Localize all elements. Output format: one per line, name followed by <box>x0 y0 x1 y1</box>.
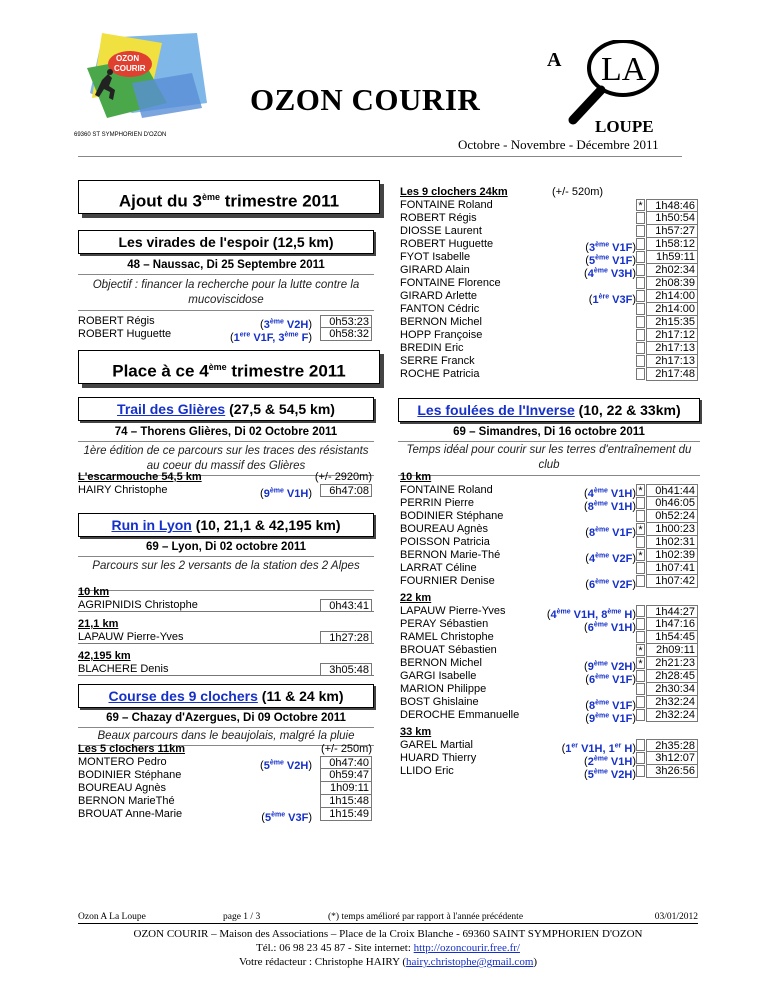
site-link[interactable]: http://ozoncourir.free.fr/ <box>413 942 520 954</box>
result-row <box>400 631 700 644</box>
improved-marker <box>636 562 645 574</box>
footer-date: 03/01/2012 <box>654 912 698 922</box>
improved-marker: * <box>636 657 645 669</box>
runner-name: FONTAINE Roland <box>400 199 493 211</box>
runner-name: ROBERT Régis <box>78 315 155 327</box>
runner-name: BODINIER Stéphane <box>400 510 504 522</box>
runner-time: 2h09:11 <box>646 644 698 657</box>
improved-marker <box>636 303 645 315</box>
runner-name: GIRARD Arlette <box>400 290 478 302</box>
runner-rank: (1ere V1F, 3ème F) <box>229 331 312 344</box>
runner-name: GARGI Isabelle <box>400 670 477 682</box>
section-added-title: Ajout du 3ème trimestre 2011 <box>78 180 380 214</box>
runner-time: 1h57:27 <box>646 225 698 238</box>
result-row <box>400 329 700 342</box>
runner-rank: (9ème V2H) <box>584 660 636 673</box>
result-row <box>400 342 700 355</box>
runner-time: 2h14:00 <box>646 290 698 303</box>
runner-time: 1h44:27 <box>646 605 698 618</box>
runner-time: 1h59:11 <box>646 251 698 264</box>
runner-name: PERRIN Pierre <box>400 497 474 509</box>
runner-time: 2h17:13 <box>646 355 698 368</box>
footer-address: OZON COURIR – Maison des Associations – Place de la Croix Blanche - 69360 SAINT SYMPHORIEN D'OZON <box>133 928 643 940</box>
runner-rank: (8ème V1F) <box>585 699 636 712</box>
logo-courir-text: COURIR <box>114 64 146 73</box>
runner-time: 0h43:41 <box>320 599 372 612</box>
improved-marker <box>636 510 645 522</box>
clochers-11km-category: Les 5 clochers 11km <box>78 743 186 755</box>
ozon-courir-logo <box>72 28 212 143</box>
result-row <box>400 696 700 712</box>
improved-marker: * <box>636 199 645 211</box>
runner-name: SERRE Franck <box>400 355 475 367</box>
runner-time: 1h48:46 <box>646 199 698 212</box>
category-label: 21,1 km <box>78 618 119 630</box>
result-row <box>400 752 700 768</box>
runner-name: MONTERO Pedro <box>78 756 167 768</box>
runner-time: 0h53:23 <box>320 315 372 328</box>
runner-name: ROBERT Huguette <box>78 328 172 340</box>
result-row <box>400 536 700 549</box>
loupe-loupe-text: LOUPE <box>595 117 654 136</box>
inverse-note: Temps idéal pour courir sur les terres d'entraînement du club <box>406 444 692 471</box>
runner-time: 2h28:45 <box>646 670 698 683</box>
runner-time: 1h15:49 <box>320 808 372 821</box>
category-label: 10 km <box>400 471 432 483</box>
clochers-11km-elevation: (+/- 250m) <box>320 743 372 755</box>
runner-time: 0h47:40 <box>320 756 372 769</box>
runner-time: 1h02:39 <box>646 549 698 562</box>
clochers-24km-elevation: (+/- 520m) <box>552 186 604 198</box>
loupe-a-text: A <box>547 49 562 71</box>
runner-rank: (9ème V1H) <box>260 487 312 500</box>
clochers-title: Course des 9 clochers (11 & 24 km) <box>78 684 374 708</box>
runner-name: HAIRY Christophe <box>78 484 168 496</box>
runner-name: LAPAUW Pierre-Yves <box>78 631 184 643</box>
improved-marker <box>636 670 645 682</box>
runner-name: BREDIN Eric <box>400 342 464 354</box>
inverse-subtitle: 69 – Simandres, Di 16 octobre 2011 <box>453 426 645 438</box>
runner-time: 0h59:47 <box>320 769 372 782</box>
virades-results <box>78 315 374 344</box>
result-row <box>78 599 374 612</box>
result-row <box>400 618 700 634</box>
runner-name: BERNON MarieThé <box>78 795 175 807</box>
runner-time: 1h54:45 <box>646 631 698 644</box>
virades-note: Objectif : financer la recherche pour la lutte contre la mucoviscidose <box>92 279 360 306</box>
footer-left: Ozon A La Loupe <box>78 912 146 922</box>
runner-time: 1h07:42 <box>646 575 698 588</box>
runner-time: 1h00:23 <box>646 523 698 536</box>
runner-name: POISSON Patricia <box>400 536 490 548</box>
improved-marker <box>636 683 645 695</box>
runner-name: DIOSSE Laurent <box>400 225 482 237</box>
glieres-link[interactable]: Trail des Glières <box>117 401 226 417</box>
result-row <box>78 769 374 782</box>
runner-time: 1h09:11 <box>320 782 372 795</box>
distance-group <box>400 471 700 591</box>
improved-marker <box>636 575 645 587</box>
improved-marker <box>636 264 645 276</box>
runner-rank: (4ème V2F) <box>585 552 636 565</box>
result-row <box>78 795 374 808</box>
distance-group <box>400 592 700 725</box>
runner-time: 2h02:34 <box>646 264 698 277</box>
result-row <box>400 225 700 238</box>
category-label: 42,195 km <box>78 650 131 662</box>
result-row <box>400 316 700 329</box>
lyon-title: Run in Lyon (10, 21,1 & 42,195 km) <box>78 513 374 537</box>
result-row <box>78 663 374 676</box>
result-row <box>400 251 700 267</box>
runner-time: 2h17:12 <box>646 329 698 342</box>
runner-rank: (8ème V1H) <box>584 500 636 513</box>
category-label: 22 km <box>400 592 432 604</box>
result-row <box>400 212 700 225</box>
runner-name: ROBERT Régis <box>400 212 477 224</box>
runner-time: 2h08:39 <box>646 277 698 290</box>
result-row <box>78 756 374 772</box>
result-row <box>400 484 700 500</box>
runner-time: 2h32:24 <box>646 709 698 722</box>
runner-rank: (8ème V1F) <box>585 526 636 539</box>
result-row <box>400 199 700 212</box>
runner-rank: (4ème V1H) <box>584 487 636 500</box>
glieres-note: 1ère édition de ce parcours sur les traces des résistants au coeur du massif des Glières <box>83 445 369 472</box>
distance-group <box>78 586 374 612</box>
improved-marker <box>636 631 645 643</box>
improved-marker <box>636 739 645 751</box>
runner-time: 1h47:16 <box>646 618 698 631</box>
runner-time: 2h30:34 <box>646 683 698 696</box>
runner-name: BOUREAU Agnès <box>400 523 489 535</box>
category-label: 10 km <box>78 586 110 598</box>
date-range: Octobre - Novembre - Décembre 2011 <box>458 137 659 152</box>
inverse-link[interactable]: Les foulées de l'Inverse <box>417 402 575 418</box>
distance-group <box>78 650 374 676</box>
result-row <box>78 315 374 331</box>
lyon-link[interactable]: Run in Lyon <box>111 517 192 533</box>
improved-marker: * <box>636 549 645 561</box>
runner-name: AGRIPNIDIS Christophe <box>78 599 198 611</box>
email-link[interactable]: hairy.christophe@gmail.com <box>406 956 534 968</box>
glieres-elevation: (+/- 2920m) <box>314 471 372 483</box>
runner-time: 2h32:24 <box>646 696 698 709</box>
page-title: OZON COURIR <box>250 82 481 117</box>
result-row <box>400 739 700 755</box>
runner-time: 1h02:31 <box>646 536 698 549</box>
improved-marker <box>636 329 645 341</box>
result-row <box>400 683 700 696</box>
improved-marker <box>636 342 645 354</box>
runner-name: BERNON Marie-Thé <box>400 549 501 561</box>
result-row <box>400 277 700 290</box>
improved-marker <box>636 212 645 224</box>
runner-rank: (9ème V1F) <box>585 712 636 725</box>
runner-name: LLIDO Eric <box>400 765 454 777</box>
lyon-note: Parcours sur les 2 versants de la station des 2 Alpes <box>92 560 360 572</box>
runner-time: 0h58:32 <box>320 328 372 341</box>
runner-name: FOURNIER Denise <box>400 575 495 587</box>
runner-name: GAREL Martial <box>400 739 473 751</box>
result-row <box>400 657 700 673</box>
runner-name: MARION Philippe <box>400 683 487 695</box>
runner-time: 1h27:28 <box>320 631 372 644</box>
result-row <box>400 510 700 523</box>
result-row <box>400 523 700 539</box>
runner-name: FONTAINE Roland <box>400 484 493 496</box>
runner-time: 2h14:00 <box>646 303 698 316</box>
runner-time: 2h15:35 <box>646 316 698 329</box>
runner-name: GIRARD Alain <box>400 264 470 276</box>
lyon-results <box>78 586 374 682</box>
runner-name: HOPP Françoise <box>400 329 483 341</box>
runner-name: DEROCHE Emmanuelle <box>400 709 520 721</box>
footer-contact: OZON COURIR – Maison des Associations – Place de la Croix Blanche - 69360 SAINT SYMPHORIEN D'OZON Tél.: 06 98 23 45 87 - Site internet: http://ozoncourir.free.fr/ Votre rédacteur : Christophe HAIRY (hairy.christophe@gmail.com) <box>78 923 698 969</box>
clochers-11km-results <box>78 743 374 824</box>
improved-marker: * <box>636 523 645 535</box>
runner-rank: (6ème V1F) <box>585 673 636 686</box>
runner-name: LAPAUW Pierre-Yves <box>400 605 506 617</box>
runner-rank: (6ème V1H) <box>584 621 636 634</box>
runner-time: 1h15:48 <box>320 795 372 808</box>
runner-time: 3h05:48 <box>320 663 372 676</box>
runner-name: BOST Ghislaine <box>400 696 479 708</box>
result-row <box>400 644 700 657</box>
logo-address-text: 69360 ST SYMPHORIEN D'OZON <box>74 132 167 138</box>
loupe-logo <box>545 40 685 140</box>
runner-time: 1h07:41 <box>646 562 698 575</box>
glieres-subtitle: 74 – Thorens Glières, Di 02 Octobre 2011 <box>114 426 338 438</box>
runner-time: 0h46:05 <box>646 497 698 510</box>
result-row <box>400 497 700 513</box>
runner-rank: (5ème V1F) <box>585 254 636 267</box>
runner-rank: (1er V1H, 1er H) <box>561 742 636 755</box>
improved-marker <box>636 316 645 328</box>
runner-name: HUARD Thierry <box>400 752 477 764</box>
result-row <box>400 709 700 725</box>
improved-marker <box>636 251 645 263</box>
runner-name: BERNON Michel <box>400 657 482 669</box>
result-row <box>400 368 700 381</box>
header-divider <box>78 156 682 157</box>
runner-time: 3h26:56 <box>646 765 698 778</box>
result-row <box>400 670 700 686</box>
improved-marker <box>636 536 645 548</box>
runner-rank: (1ère V3F) <box>588 293 636 306</box>
improved-marker <box>636 497 645 509</box>
category-label: 33 km <box>400 726 432 738</box>
improved-marker <box>636 277 645 289</box>
runner-name: BODINIER Stéphane <box>78 769 182 781</box>
clochers-24km-category: Les 9 clochers 24km <box>400 186 508 198</box>
runner-rank: (2ème V1H) <box>584 755 636 768</box>
clochers-24km-results <box>400 186 700 381</box>
runner-time: 3h12:07 <box>646 752 698 765</box>
runner-time: 2h21:23 <box>646 657 698 670</box>
result-row <box>78 631 374 644</box>
result-row <box>400 562 700 575</box>
improved-marker: * <box>636 644 645 656</box>
clochers-link[interactable]: Course des 9 clochers <box>108 688 258 704</box>
improved-marker <box>636 709 645 721</box>
inverse-title: Les foulées de l'Inverse (10, 22 & 33km) <box>398 398 700 422</box>
footer-legend: (*) temps amélioré par rapport à l'année précédente <box>328 912 524 922</box>
runner-name: FANTON Cédric <box>400 303 480 315</box>
runner-rank: (5ème V2H) <box>584 768 636 781</box>
result-row <box>400 549 700 565</box>
footer-page: page 1 / 3 <box>223 912 261 922</box>
clochers-subtitle: 69 – Chazay d'Azergues, Di 09 Octobre 2011 <box>106 712 346 724</box>
result-row <box>400 290 700 306</box>
runner-rank: (5ème V2H) <box>260 759 312 772</box>
runner-name: ROCHE Patricia <box>400 368 480 380</box>
result-row <box>400 605 700 621</box>
runner-name: BERNON Michel <box>400 316 482 328</box>
runner-name: BROUAT Anne-Marie <box>78 808 183 820</box>
runner-rank: (6ème V2F) <box>585 578 636 591</box>
runner-name: ROBERT Huguette <box>400 238 494 250</box>
improved-marker <box>636 355 645 367</box>
runner-name: LARRAT Céline <box>400 562 477 574</box>
runner-name: FYOT Isabelle <box>400 251 471 263</box>
runner-rank: (3ème V1F) <box>585 241 636 254</box>
runner-time: 1h50:54 <box>646 212 698 225</box>
runner-rank: (4ème V3H) <box>584 267 636 280</box>
improved-marker <box>636 368 645 380</box>
runner-rank: (3ème V2H) <box>260 318 312 331</box>
improved-marker <box>636 618 645 630</box>
runner-time: 2h35:28 <box>646 739 698 752</box>
distance-group <box>78 618 374 644</box>
glieres-results <box>78 471 374 500</box>
glieres-category: L'escarmouche 54,5 km <box>78 471 202 483</box>
result-row <box>78 808 374 824</box>
virades-subtitle: 48 – Naussac, Di 25 Septembre 2011 <box>127 259 325 271</box>
improved-marker <box>636 696 645 708</box>
improved-marker <box>636 290 645 302</box>
runner-time: 2h17:13 <box>646 342 698 355</box>
result-row <box>400 264 700 280</box>
runner-rank: (5ème V3F) <box>261 811 312 824</box>
runner-time: 0h41:44 <box>646 484 698 497</box>
runner-time: 6h47:08 <box>320 484 372 497</box>
lyon-subtitle: 69 – Lyon, Di 02 octobre 2011 <box>145 541 306 553</box>
result-row <box>400 575 700 591</box>
result-row <box>78 782 374 795</box>
result-row <box>400 355 700 368</box>
result-row <box>400 303 700 316</box>
improved-marker <box>636 238 645 250</box>
result-row <box>400 765 700 781</box>
glieres-title: Trail des Glières (27,5 & 54,5 km) <box>78 397 374 421</box>
virades-title: Les virades de l'espoir (12,5 km) <box>78 230 374 254</box>
distance-group <box>400 726 700 781</box>
improved-marker <box>636 765 645 777</box>
result-row <box>78 328 374 344</box>
runner-name: PERAY Sébastien <box>400 618 489 630</box>
runner-name: FONTAINE Florence <box>400 277 501 289</box>
runner-rank: (4ème V1H, 8ème H) <box>546 608 636 621</box>
runner-time: 2h17:48 <box>646 368 698 381</box>
result-row <box>400 238 700 254</box>
clochers-note: Beaux parcours dans le beaujolais, malgré la pluie <box>97 730 355 742</box>
result-row <box>78 484 374 500</box>
section-place-title: Place à ce 4ème trimestre 2011 <box>78 350 380 384</box>
improved-marker <box>636 605 645 617</box>
improved-marker <box>636 752 645 764</box>
improved-marker: * <box>636 484 645 496</box>
runner-name: BROUAT Sébastien <box>400 644 497 656</box>
runner-name: RAMEL Christophe <box>400 631 494 643</box>
inverse-results <box>400 471 700 782</box>
runner-name: BOUREAU Agnès <box>78 782 167 794</box>
runner-name: BLACHERE Denis <box>78 663 169 675</box>
logo-ozon-text: OZON <box>116 54 140 63</box>
runner-time: 0h52:24 <box>646 510 698 523</box>
loupe-la-text: LA <box>601 51 647 88</box>
runner-time: 1h58:12 <box>646 238 698 251</box>
improved-marker <box>636 225 645 237</box>
